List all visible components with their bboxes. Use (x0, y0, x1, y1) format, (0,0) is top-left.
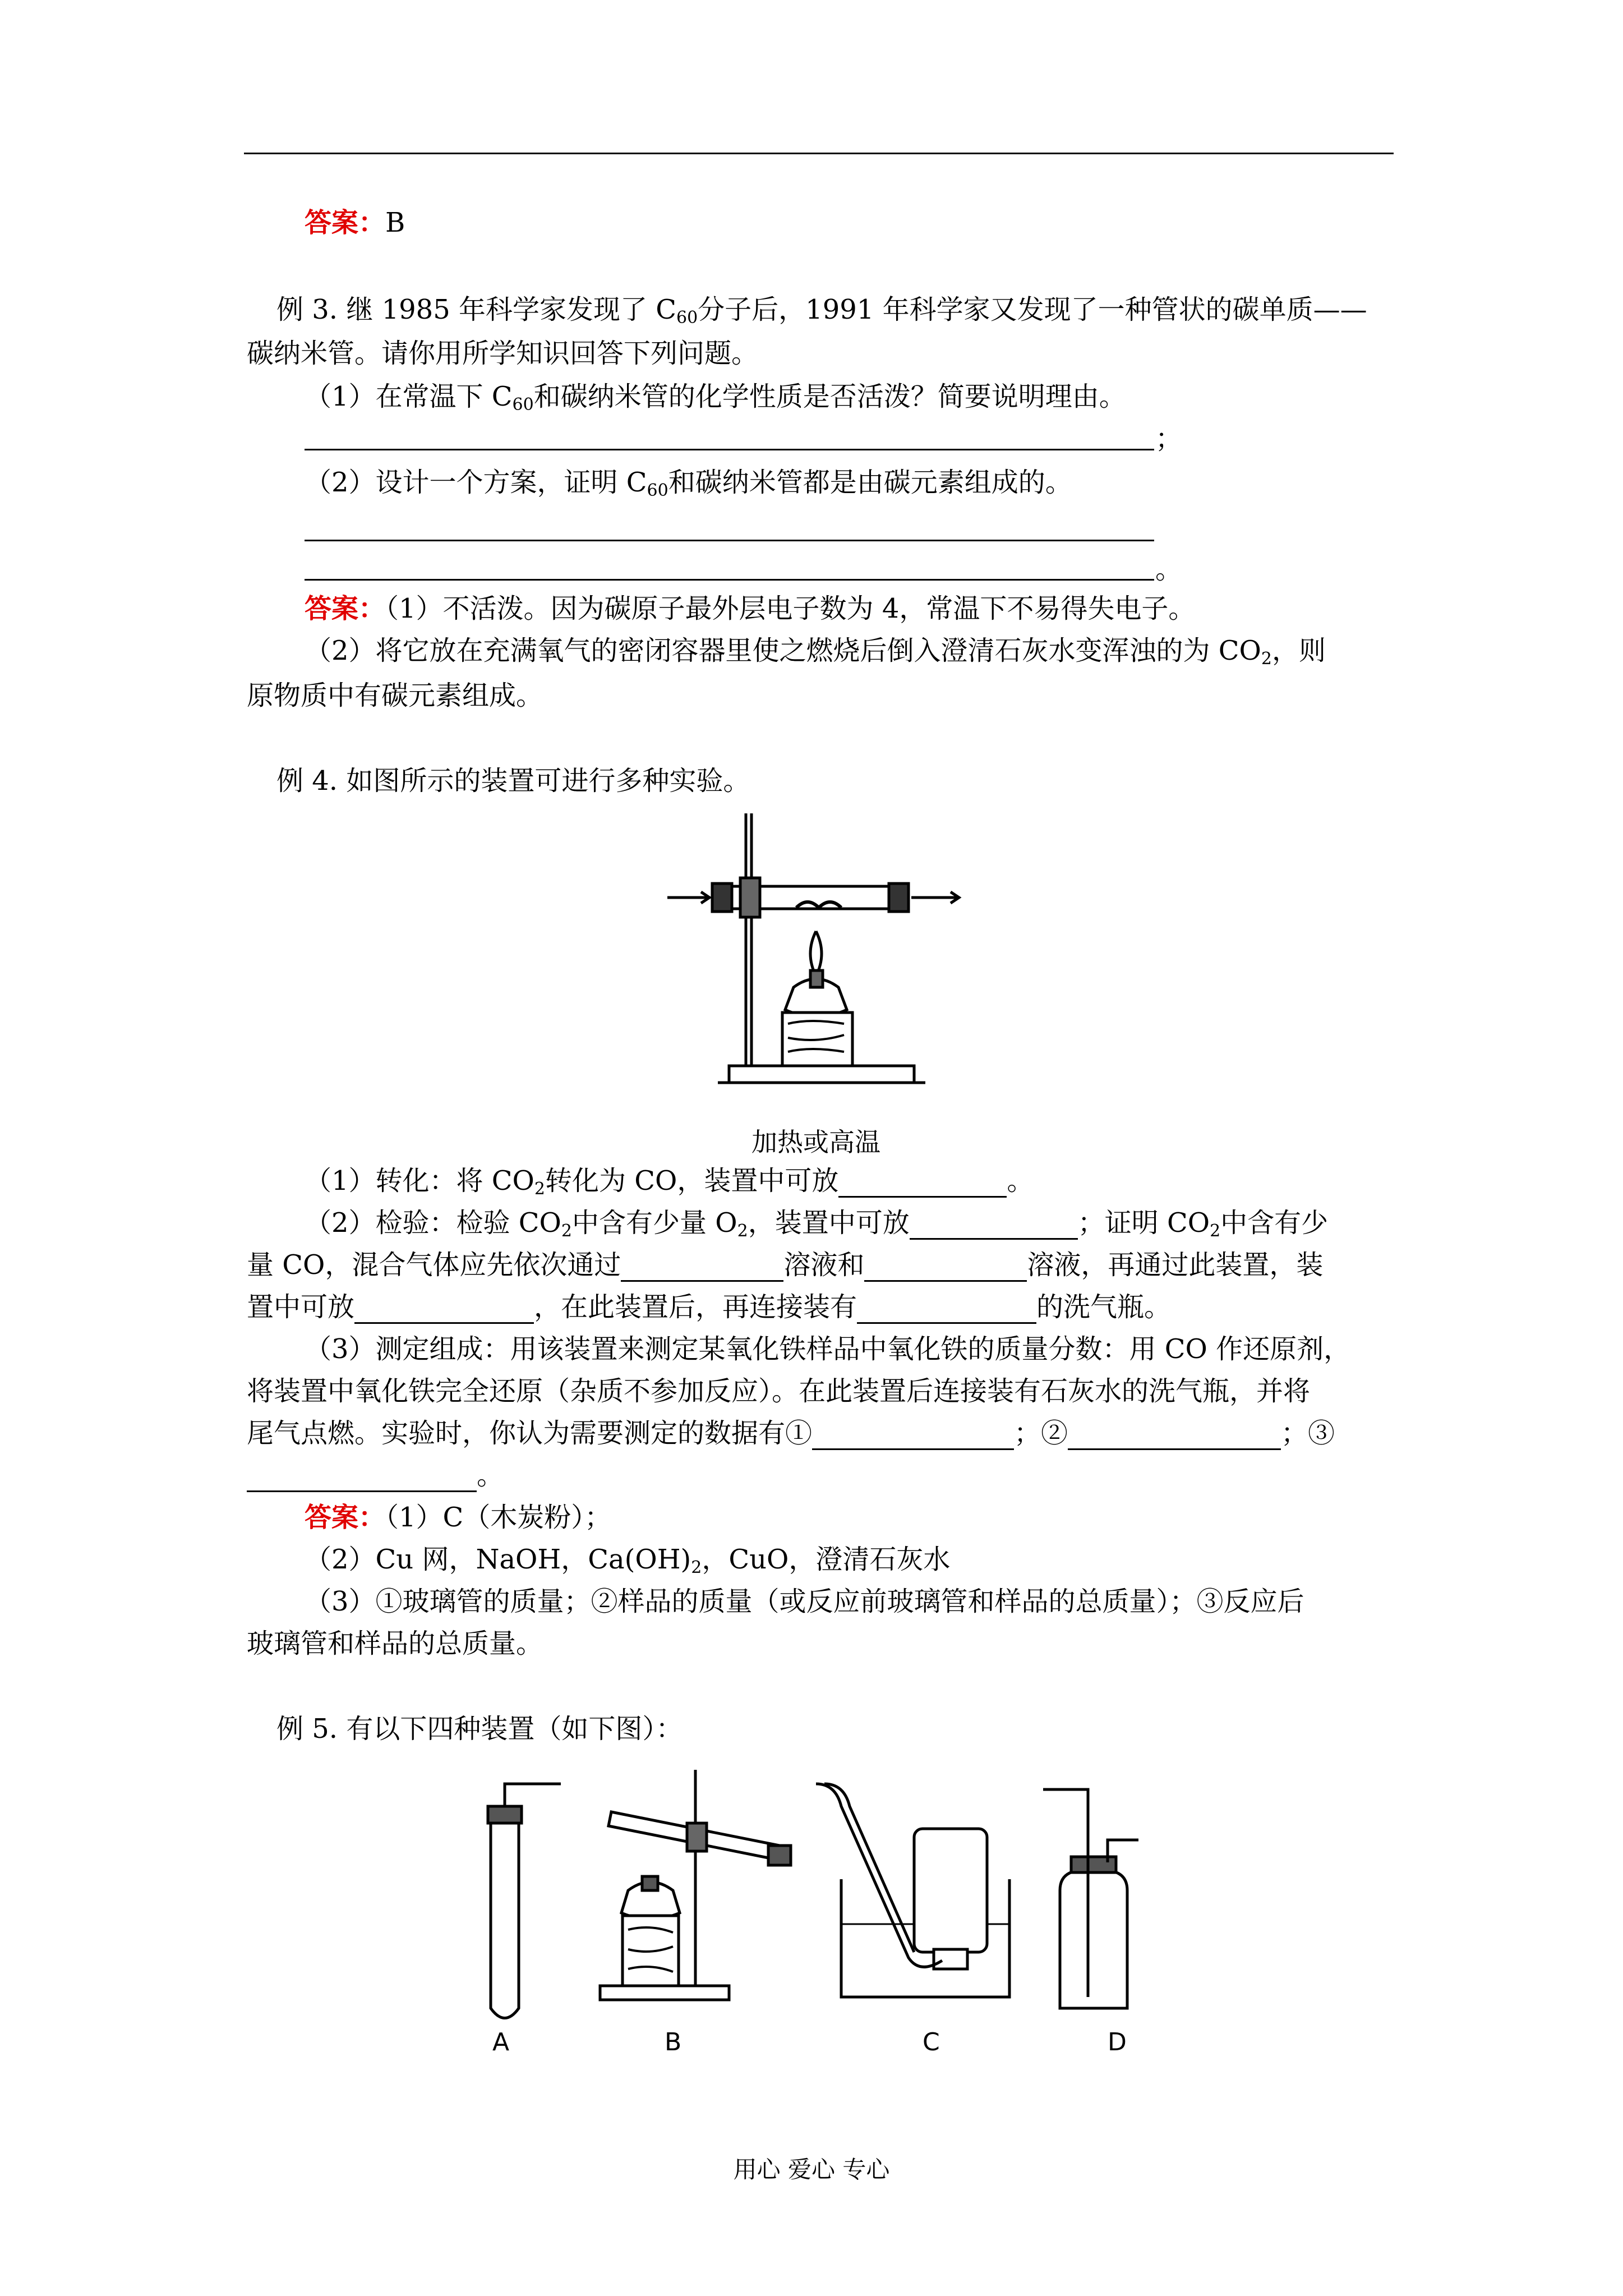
answer-blank (305, 540, 1154, 541)
label-b: B (665, 2028, 682, 2056)
answer-blank (305, 579, 1154, 581)
subscript: 60 (676, 308, 698, 328)
subscript: 2 (737, 1221, 748, 1241)
period: 。 (1155, 554, 1183, 585)
ex3-q2 (305, 466, 1072, 499)
semicolon: ； (1155, 423, 1183, 454)
subscript: 60 (512, 395, 534, 415)
text: （2）检验：检验 CO (305, 1207, 561, 1239)
ex4-p3-line4 (247, 1458, 504, 1492)
text: 溶液和 (783, 1249, 865, 1281)
answer-blank (621, 1252, 783, 1282)
ex4-p2-line1 (305, 1206, 1328, 1240)
answer-label: 答案： (305, 593, 386, 624)
text: 中含有少 (1220, 1207, 1329, 1239)
answer-blank (910, 1210, 1078, 1240)
label-c: C (923, 2028, 940, 2056)
figure-caption: 加热或高温 (751, 1127, 880, 1157)
answer-b-line (305, 206, 405, 240)
text: 分子后，1991 年科学家又发现了一种管状的碳单质—— (698, 294, 1367, 325)
ex4-p1 (305, 1164, 1034, 1198)
ex4-p3-line2: 将装置中氧化铁完全还原（杂质不参加反应）。在此装置后连接装有石灰水的洗气瓶，并将 (247, 1375, 1311, 1407)
ex3-answer2 (305, 634, 1326, 668)
heating-apparatus-figure (656, 802, 981, 1105)
label-a: A (492, 2028, 510, 2056)
header-rule (244, 153, 1394, 154)
text: 溶液，再通过此装置，装 (1027, 1249, 1324, 1281)
text: ；证明 CO (1077, 1207, 1210, 1239)
subscript: 2 (561, 1221, 572, 1241)
ex4-answer3: （3）①玻璃管的质量；②样品的质量（或反应前玻璃管和样品的总质量）；③反应后 (305, 1586, 1304, 1617)
ex4-answer2 (305, 1543, 950, 1576)
subscript: 2 (691, 1558, 702, 1577)
text: ；③ (1281, 1418, 1335, 1449)
text: 的洗气瓶。 (1036, 1291, 1172, 1323)
stopper-right (889, 884, 909, 912)
subscript: 2 (1210, 1221, 1221, 1241)
text: （1）C（木炭粉）； (385, 1502, 612, 1533)
text: （2）设计一个方案，证明 C (305, 467, 647, 498)
ex4-p3-line3 (247, 1416, 1335, 1450)
text: ，在此装置后，再连接装有 (534, 1291, 857, 1323)
text: 转化为 CO，装置中可放 (545, 1165, 839, 1197)
answer-blank (354, 1294, 534, 1324)
stopper-left (712, 884, 732, 912)
ex5-title: 例 5. 有以下四种装置（如下图）： (276, 1713, 683, 1745)
subscript: 60 (647, 481, 668, 500)
ex4-answer1 (305, 1501, 611, 1534)
ex4-title: 例 4. 如图所示的装置可进行多种实验。 (276, 765, 750, 797)
text: ，则 (1271, 635, 1326, 666)
text: 置中可放 (247, 1291, 355, 1323)
apparatus-d (1043, 1789, 1138, 2008)
stand-base (729, 1066, 914, 1083)
text: ，CuO，澄清石灰水 (702, 1544, 951, 1575)
answer-blank (857, 1294, 1036, 1324)
answer-blank (812, 1420, 1014, 1450)
apparatus-a (488, 1784, 561, 2018)
answer-blank (305, 449, 1154, 450)
text: 。 (477, 1460, 504, 1491)
ex3-answer1 (305, 592, 1195, 625)
ex3-answer3: 原物质中有碳元素组成。 (247, 680, 543, 711)
text: 例 3. 继 1985 年科学家发现了 C (276, 294, 676, 325)
apparatus-c (816, 1784, 1009, 1997)
text: （1）不活泼。因为碳原子最外层电子数为 4，常温下不易得失电子。 (385, 593, 1196, 624)
text: 和碳纳米管都是由碳元素组成的。 (668, 467, 1072, 498)
answer-blank (864, 1252, 1027, 1282)
answer-label: 答案： (305, 1502, 386, 1533)
text: （2）Cu 网，NaOH，Ca(OH) (305, 1544, 691, 1575)
text: （2）将它放在充满氧气的密闭容器里使之燃烧后倒入澄清石灰水变浑浊的为 CO (305, 635, 1261, 666)
text: 和碳纳米管的化学性质是否活泼？简要说明理由。 (533, 381, 1126, 412)
text: 。 (1007, 1165, 1034, 1197)
ex3-question-line2: 碳纳米管。请你用所学知识回答下列问题。 (247, 338, 759, 369)
text: 尾气点燃。实验时，你认为需要测定的数据有① (247, 1418, 813, 1449)
answer-blank (1068, 1420, 1281, 1450)
ex4-p2-line3 (247, 1290, 1171, 1324)
ex3-q1 (305, 380, 1126, 413)
apparatus-b (600, 1770, 791, 2000)
answer-blank (838, 1168, 1007, 1198)
answer-blank (247, 1462, 477, 1492)
text: ，装置中可放 (748, 1207, 910, 1239)
subscript: 2 (534, 1179, 545, 1199)
text: 中含有少量 O (571, 1207, 737, 1239)
subscript: 2 (1261, 649, 1272, 669)
answer-label: 答案： (305, 207, 386, 238)
ex4-p3-line1: （3）测定组成：用该装置来测定某氧化铁样品中氧化铁的质量分数：用 CO 作还原剂， (305, 1333, 1351, 1365)
text: （1）转化：将 CO (305, 1165, 534, 1197)
four-apparatus-figure (471, 1761, 1144, 2019)
label-d: D (1108, 2028, 1127, 2056)
ex4-answer4: 玻璃管和样品的总质量。 (247, 1628, 543, 1659)
text: 量 CO，混合气体应先依次通过 (247, 1249, 621, 1281)
answer-value: B (385, 207, 405, 238)
page-footer: 用心 爱心 专心 (733, 2156, 890, 2183)
text: ；② (1014, 1418, 1068, 1449)
text: （1）在常温下 C (305, 381, 513, 412)
ex4-p2-line2 (247, 1248, 1323, 1282)
ex3-question-line1 (276, 293, 1367, 326)
